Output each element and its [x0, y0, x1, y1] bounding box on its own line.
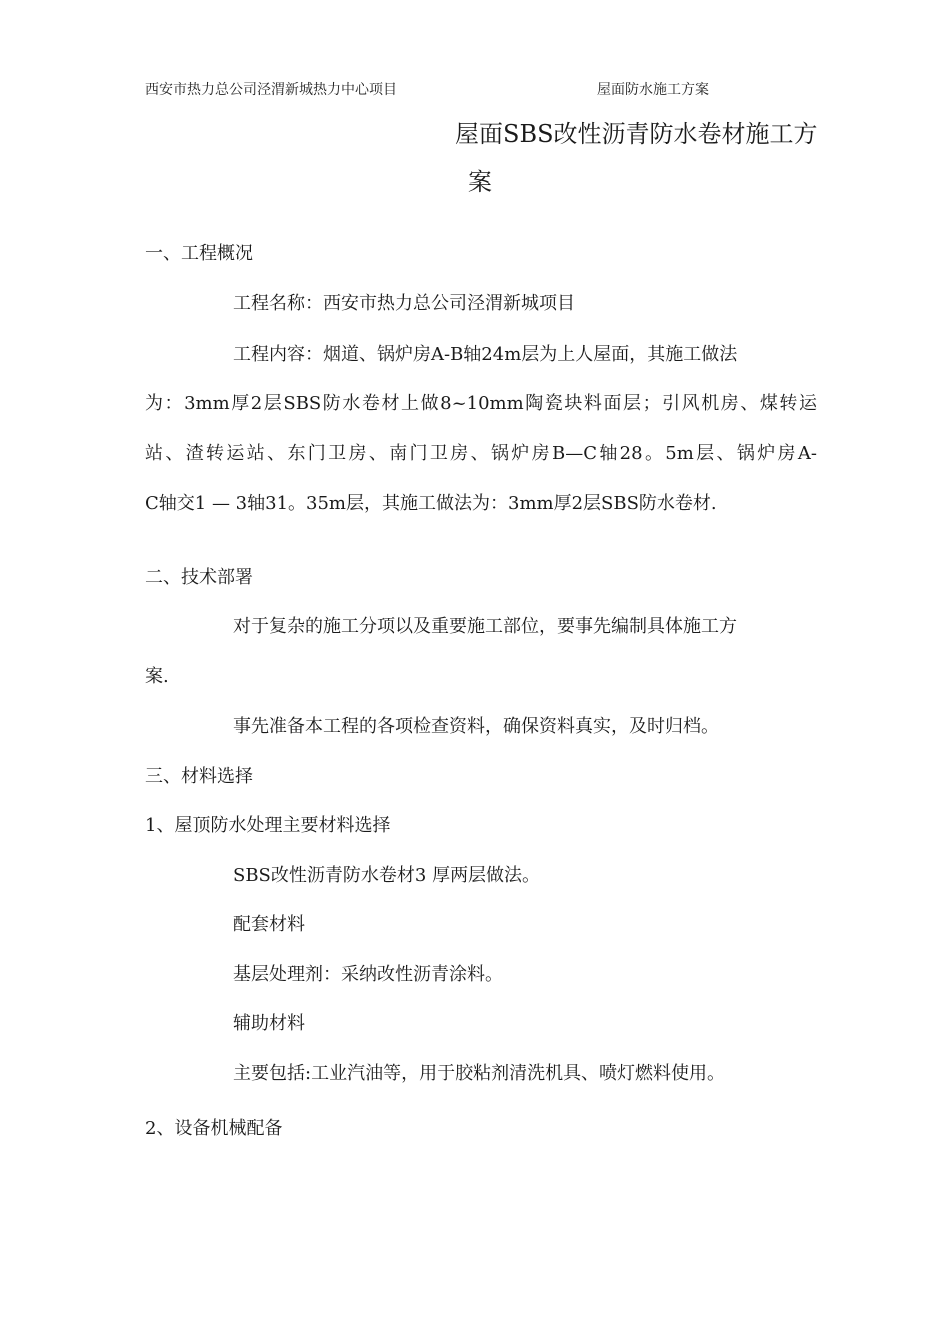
header-doc-name: 屋面防水施工方案: [597, 82, 709, 98]
material-item: 主要包括:工业汽油等，用于胶粘剂清洗机具、喷灯燃料使用。: [233, 1063, 726, 1084]
material-item: 配套材料: [233, 914, 305, 935]
content-line: 为：3mm厚2层SBS防水卷材上做8~10mm陶瓷块料面层；引风机房、煤转运: [145, 393, 817, 414]
paragraph-line: 案.: [145, 666, 169, 687]
paragraph-line: 对于复杂的施工分项以及重要施工部位，要事先编制具体施工方: [233, 616, 737, 637]
subsection-heading: 2、设备机械配备: [145, 1118, 283, 1139]
content-line: 站、渣转运站、东门卫房、南门卫房、锅炉房B—C轴28。5m层、锅炉房A-: [145, 443, 817, 464]
subsection-heading: 1、屋顶防水处理主要材料选择: [145, 815, 391, 836]
section-heading: 二、技术部署: [145, 567, 253, 588]
section-heading: 一、工程概况: [145, 243, 253, 264]
material-item: SBS改性沥青防水卷材3 厚两层做法。: [233, 865, 541, 886]
content-line: 工程内容：烟道、锅炉房A-B轴24m层为上人屋面，其施工做法: [233, 344, 738, 365]
header-project-name: 西安市热力总公司泾渭新城热力中心项目: [145, 82, 397, 98]
title-line-2: 案: [468, 168, 492, 196]
title-line-1: 屋面SBS改性沥青防水卷材施工方: [455, 120, 818, 148]
section-heading: 三、材料选择: [145, 766, 253, 787]
material-item: 基层处理剂：采纳改性沥青涂料。: [233, 964, 503, 985]
project-name-line: 工程名称：西安市热力总公司泾渭新城项目: [233, 293, 575, 314]
paragraph-line: 事先准备本工程的各项检查资料，确保资料真实，及时归档。: [233, 716, 719, 737]
content-line: C轴交1 — 3轴31。35m层，其施工做法为：3mm厚2层SBS防水卷材.: [145, 493, 717, 514]
material-item: 辅助材料: [233, 1013, 305, 1034]
